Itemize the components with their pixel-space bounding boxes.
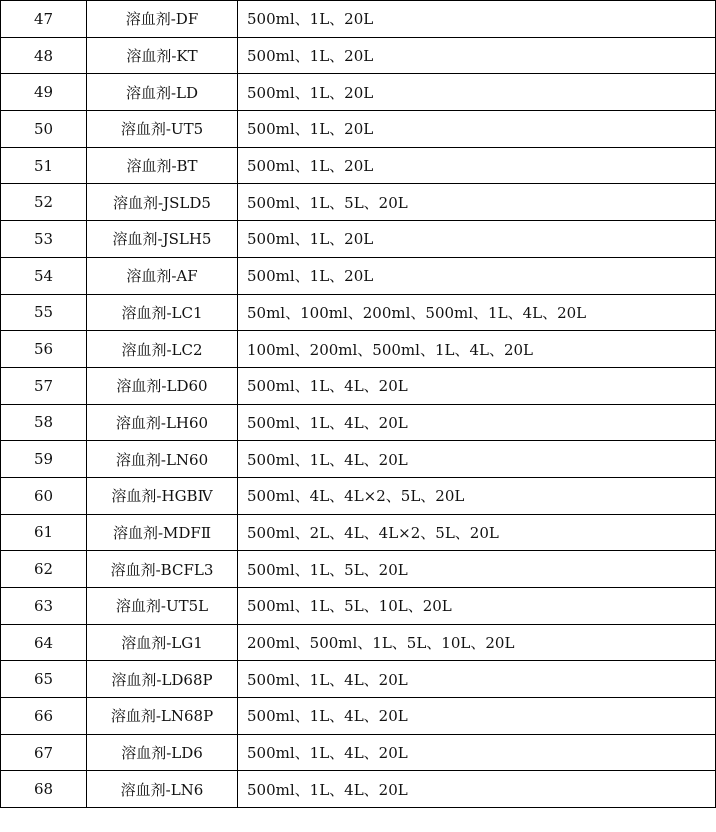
row-number-cell: 48 <box>1 37 87 74</box>
table-row <box>1 514 716 551</box>
product-name-cell: 溶血剂-LD <box>87 74 238 111</box>
package-spec-cell: 500ml、1L、4L、20L <box>238 661 716 698</box>
product-name-cell: 溶血剂-LN68P <box>87 698 238 735</box>
package-spec-cell: 500ml、1L、5L、10L、20L <box>238 588 716 625</box>
table-row <box>1 294 716 331</box>
package-spec-cell: 500ml、1L、4L、20L <box>238 734 716 771</box>
row-number-cell: 61 <box>1 514 87 551</box>
product-name-cell: 溶血剂-LD68P <box>87 661 238 698</box>
row-number-cell: 58 <box>1 404 87 441</box>
row-number-cell: 57 <box>1 367 87 404</box>
row-number-cell: 68 <box>1 771 87 808</box>
row-number-cell: 53 <box>1 221 87 258</box>
table-row <box>1 221 716 258</box>
package-spec-cell: 500ml、1L、5L、20L <box>238 551 716 588</box>
row-number-cell: 49 <box>1 74 87 111</box>
product-name-cell: 溶血剂-AF <box>87 257 238 294</box>
table-row <box>1 771 716 808</box>
product-name-cell: 溶血剂-LN60 <box>87 441 238 478</box>
package-spec-cell: 500ml、1L、20L <box>238 74 716 111</box>
package-spec-cell: 500ml、1L、20L <box>238 221 716 258</box>
table-row <box>1 74 716 111</box>
package-spec-cell: 500ml、2L、4L、4L×2、5L、20L <box>238 514 716 551</box>
table-row <box>1 184 716 221</box>
table-row <box>1 441 716 478</box>
product-name-cell: 溶血剂-LN6 <box>87 771 238 808</box>
product-name-cell: 溶血剂-LH60 <box>87 404 238 441</box>
table-row <box>1 404 716 441</box>
product-name-cell: 溶血剂-DF <box>87 1 238 38</box>
table-row <box>1 698 716 735</box>
row-number-cell: 59 <box>1 441 87 478</box>
table-row <box>1 37 716 74</box>
product-name-cell: 溶血剂-HGBⅣ <box>87 477 238 514</box>
product-name-cell: 溶血剂-KT <box>87 37 238 74</box>
row-number-cell: 62 <box>1 551 87 588</box>
package-spec-cell: 500ml、1L、20L <box>238 257 716 294</box>
row-number-cell: 54 <box>1 257 87 294</box>
product-name-cell: 溶血剂-MDFⅡ <box>87 514 238 551</box>
table-row <box>1 257 716 294</box>
package-spec-cell: 200ml、500ml、1L、5L、10L、20L <box>238 624 716 661</box>
package-spec-cell: 500ml、1L、20L <box>238 111 716 148</box>
table-row <box>1 734 716 771</box>
package-spec-cell: 50ml、100ml、200ml、500ml、1L、4L、20L <box>238 294 716 331</box>
package-spec-cell: 500ml、1L、20L <box>238 147 716 184</box>
package-spec-cell: 500ml、1L、4L、20L <box>238 771 716 808</box>
table-row <box>1 661 716 698</box>
package-spec-cell: 500ml、1L、5L、20L <box>238 184 716 221</box>
product-name-cell: 溶血剂-BT <box>87 147 238 184</box>
table-body <box>1 1 716 808</box>
table-row <box>1 1 716 38</box>
product-name-cell: 溶血剂-JSLD5 <box>87 184 238 221</box>
package-spec-cell: 500ml、1L、4L、20L <box>238 698 716 735</box>
package-spec-cell: 500ml、1L、4L、20L <box>238 404 716 441</box>
product-name-cell: 溶血剂-LC2 <box>87 331 238 368</box>
table-row <box>1 477 716 514</box>
product-name-cell: 溶血剂-LC1 <box>87 294 238 331</box>
row-number-cell: 47 <box>1 1 87 38</box>
product-name-cell: 溶血剂-LG1 <box>87 624 238 661</box>
product-name-cell: 溶血剂-LD60 <box>87 367 238 404</box>
row-number-cell: 66 <box>1 698 87 735</box>
table-row <box>1 367 716 404</box>
table-row <box>1 551 716 588</box>
product-name-cell: 溶血剂-LD6 <box>87 734 238 771</box>
table-row <box>1 147 716 184</box>
table-row <box>1 588 716 625</box>
package-spec-cell: 500ml、1L、20L <box>238 1 716 38</box>
table-row <box>1 624 716 661</box>
table-row <box>1 111 716 148</box>
product-name-cell: 溶血剂-JSLH5 <box>87 221 238 258</box>
row-number-cell: 56 <box>1 331 87 368</box>
product-name-cell: 溶血剂-BCFL3 <box>87 551 238 588</box>
row-number-cell: 67 <box>1 734 87 771</box>
package-spec-cell: 500ml、1L、20L <box>238 37 716 74</box>
row-number-cell: 50 <box>1 111 87 148</box>
row-number-cell: 55 <box>1 294 87 331</box>
package-spec-cell: 500ml、1L、4L、20L <box>238 441 716 478</box>
product-name-cell: 溶血剂-UT5L <box>87 588 238 625</box>
row-number-cell: 63 <box>1 588 87 625</box>
row-number-cell: 52 <box>1 184 87 221</box>
row-number-cell: 51 <box>1 147 87 184</box>
package-spec-cell: 500ml、1L、4L、20L <box>238 367 716 404</box>
row-number-cell: 64 <box>1 624 87 661</box>
row-number-cell: 60 <box>1 477 87 514</box>
row-number-cell: 65 <box>1 661 87 698</box>
product-name-cell: 溶血剂-UT5 <box>87 111 238 148</box>
package-spec-cell: 500ml、4L、4L×2、5L、20L <box>238 477 716 514</box>
table-row <box>1 331 716 368</box>
package-spec-cell: 100ml、200ml、500ml、1L、4L、20L <box>238 331 716 368</box>
